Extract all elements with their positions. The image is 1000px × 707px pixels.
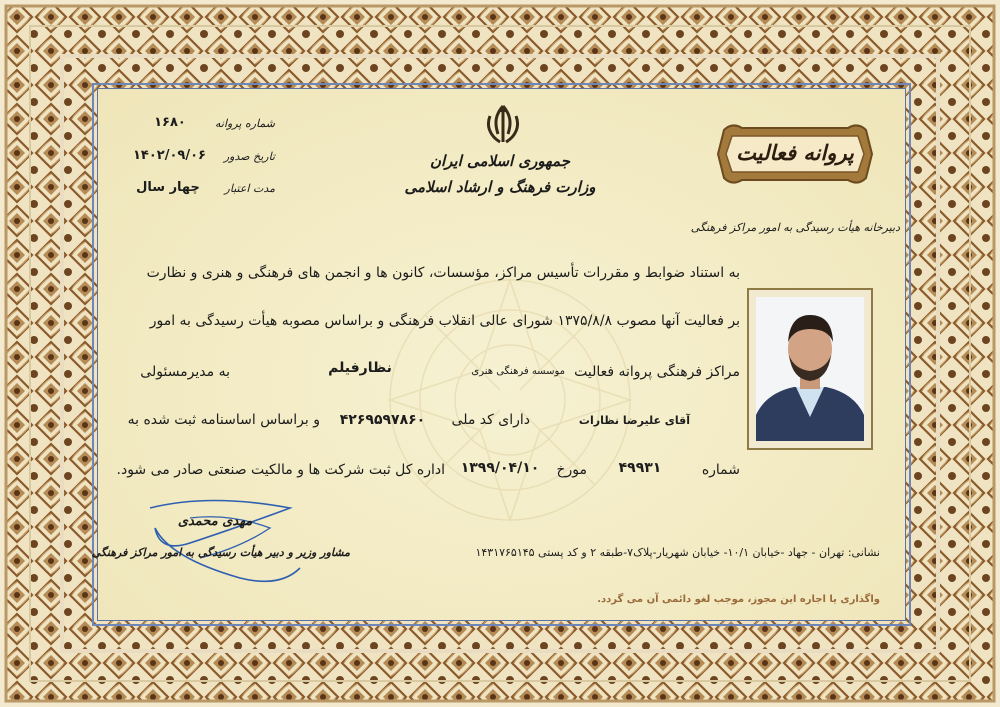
- iran-emblem-icon: [484, 104, 522, 146]
- body-line-1: به استناد ضوابط و مقررات تأسیس مراکز، مؤسسات، کانون ها و انجمن های فرهنگی و هنری و نظارت: [146, 265, 740, 281]
- portrait-image: [756, 297, 864, 441]
- signatory-title: مشاور وزیر و دبیر هیأت رسیدگی به امور مراکز فرهنگی: [91, 546, 350, 559]
- title-text: پروانه فعالیت: [736, 140, 854, 165]
- reg-date-label: مورخ: [556, 462, 587, 478]
- body-line-3-end: به مدیرمسئولی: [140, 364, 230, 380]
- body-line-5-end: اداره کل ثبت شرکت ها و مالکیت صنعتی صادر می شود.: [116, 462, 445, 478]
- national-id-label: دارای کد ملی: [451, 412, 530, 428]
- address: نشانی: تهران - جهاد -خیابان ۱۰/۱- خیابان شهریار-پلاک۷-طبقه ۲ و کد پستی ۱۴۳۱۷۶۵۱۴۵: [475, 546, 880, 559]
- issuer-subtitle: دبیرخانه هیأت رسیدگی به امور مراکز فرهنگی: [690, 221, 900, 234]
- body-line-3-start: مراکز فرهنگی پروانه فعالیت: [574, 364, 740, 380]
- issue-date-label: تاریخ صدور: [223, 150, 275, 163]
- header-ministry: وزارت فرهنگ و ارشاد اسلامی: [404, 178, 596, 196]
- warning-notice: واگذاری یا اجاره این مجوز، موجب لغو دائمی آن می گردد.: [597, 594, 880, 605]
- validity-value: چهار سال: [136, 180, 200, 195]
- holder-photo: [747, 288, 873, 450]
- title-badge: [712, 122, 878, 186]
- header-country: جمهوری اسلامی ایران: [429, 152, 570, 170]
- person-name: آقای علیرضا نظارات: [578, 414, 690, 427]
- license-number-label: شماره پروانه: [215, 117, 275, 130]
- handwritten-signature: [130, 488, 320, 598]
- national-id: ۴۲۶۹۵۹۷۸۶۰: [339, 412, 426, 428]
- reg-date: ۱۳۹۹/۰۴/۱۰: [460, 460, 540, 476]
- body-line-2: بر فعالیت آنها مصوب ۱۳۷۵/۸/۸ شورای عالی انقلاب فرهنگی و براساس مصوبه هیأت رسیدگی به امور: [149, 313, 740, 329]
- watermark-rosette: [360, 250, 660, 550]
- reg-number-label: شماره: [701, 462, 740, 478]
- issue-date: ۱۴۰۲/۰۹/۰۶: [133, 148, 206, 163]
- reg-number: ۴۹۹۳۱: [618, 460, 662, 476]
- body-line-4-end: و براساس اساسنامه ثبت شده به: [127, 412, 320, 428]
- validity-label: مدت اعتبار: [224, 182, 275, 195]
- institute-name: نظارفیلم: [328, 360, 392, 376]
- signatory-name: مهدی محمدی: [177, 514, 253, 529]
- institute-type: موسسه فرهنگی هنری: [471, 366, 565, 377]
- license-number: ۱۶۸۰: [154, 115, 186, 130]
